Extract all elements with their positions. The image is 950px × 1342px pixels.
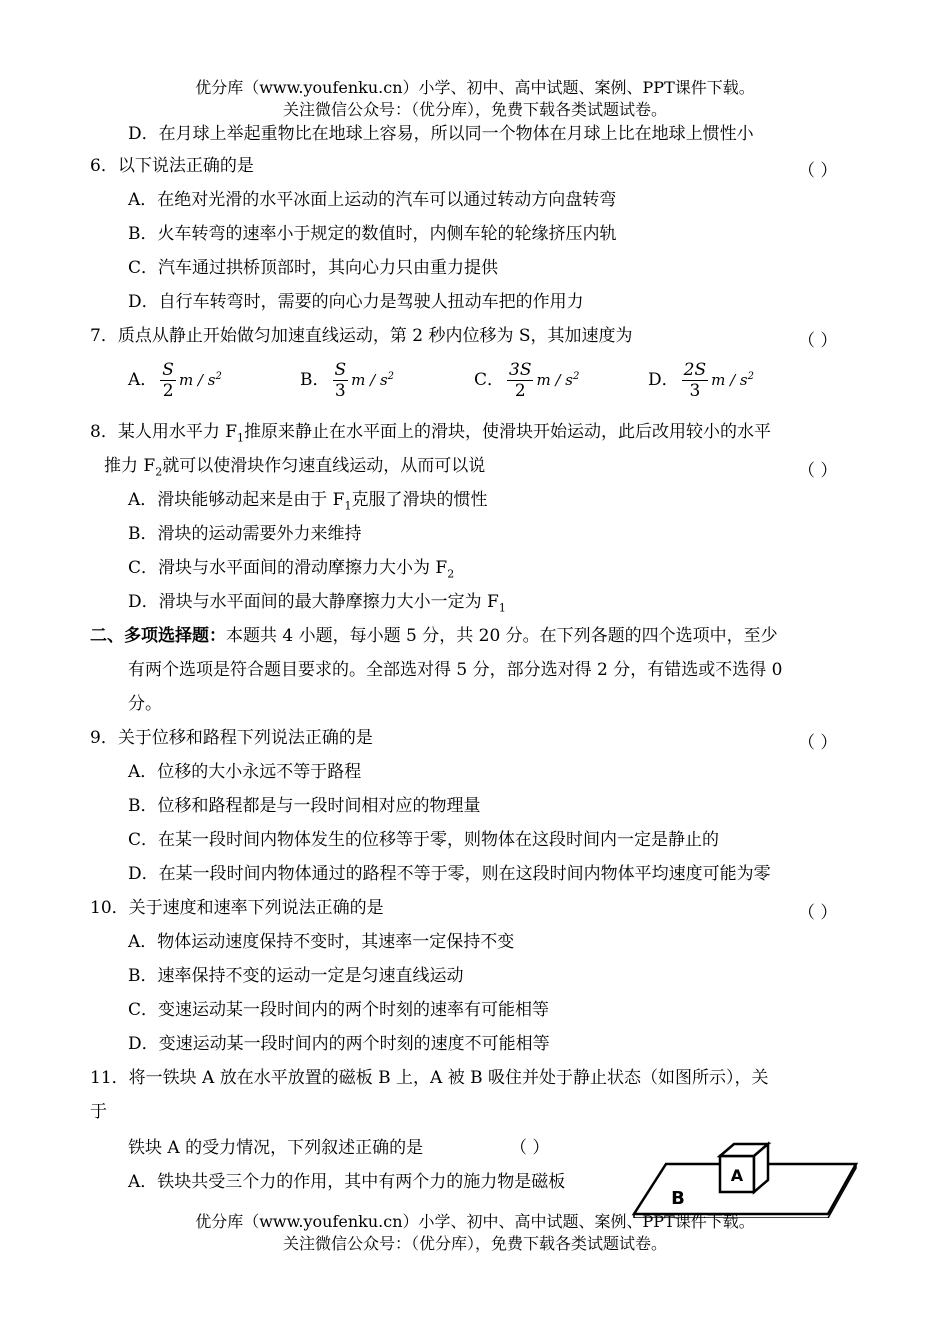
q7-option-d [648,360,754,401]
q10-answer-blank: （ ） [798,903,838,923]
q7-option-c-denominator: 2 [514,381,526,401]
q8-stem-2a: 推力 F [104,456,156,476]
q7-answer-blank: （ ） [798,331,838,351]
q7-option-a-numerator: S [162,360,174,380]
q8-option-a-part2: 克服了滑块的惯性 [351,490,488,510]
footer-line-2: 关注微信公众号：（优分库），免费下载各类试题试卷。 [282,1234,667,1253]
q7-option-c-unit: m / s [536,371,573,389]
q11-answer-blank: （ ） [510,1138,550,1158]
q7-option-a-label: A． [128,370,158,390]
q8-stem-line-2 [104,456,485,482]
q7-option-a-denominator: 2 [162,381,174,401]
q7-option-d-label: D． [648,370,679,390]
q6-option-b: B．火车转弯的速率小于规定的数值时，内侧车轮的轮缘挤压内轨 [128,224,617,244]
q10-option-b: B．速率保持不变的运动一定是匀速直线运动 [128,966,464,986]
q11-stem-line-1: 11．将一铁块 A 放在水平放置的磁板 B 上，A 被 B 吸住并处于静止状态（如图所示），关 [90,1068,769,1088]
q8-option-a [128,490,487,516]
q9-stem: 9．关于位移和路程下列说法正确的是 [90,728,373,748]
header-line-2: 关注微信公众号：（优分库），免费下载各类试题试卷。 [282,100,667,119]
q7-option-d-denominator: 3 [689,381,701,401]
q7-option-b-unit: m / s [351,371,388,389]
q8-f1-subscript: 1 [237,431,245,445]
q9-option-c: C．在某一段时间内物体发生的位移等于零，则物体在这段时间内一定是静止的 [128,830,720,850]
header-line-1: 优分库（www.youfenku.cn）小学、初中、高中试题、案例、PPT课件下载。 [195,78,755,97]
section2-text-1: 本题共 4 小题，每小题 5 分，共 20 分。在下列各题的四个选项中，至少 [226,626,778,646]
q7-option-b-denominator: 3 [334,381,346,401]
q11-option-a: A．铁块共受三个力的作用，其中有两个力的施力物是磁板 [128,1172,566,1192]
q8-stem-1b: 推原来静止在水平面上的滑块，使滑块开始运动，此后改用较小的水平 [244,422,772,442]
q7-option-c-unit-exp: 2 [573,371,580,382]
q10-option-a: A．物体运动速度保持不变时，其速率一定保持不变 [128,932,515,952]
q6-option-c: C．汽车通过拱桥顶部时，其向心力只由重力提供 [128,258,499,278]
q8-option-d [128,592,506,618]
q11-stem-line-3: 铁块 A 的受力情况，下列叙述正确的是 [128,1138,424,1158]
q8-option-a-part1: A．滑块能够动起来是由于 F [128,490,345,510]
figure-label-a: A [730,1166,744,1185]
q8-answer-blank: （ ） [798,461,838,481]
q7-option-b [300,360,394,401]
q6-answer-blank: （ ） [798,161,838,181]
q7-stem: 7．质点从静止开始做匀加速直线运动，第 2 秒内位移为 S，其加速度为 [90,326,633,346]
q10-option-d: D．变速运动某一段时间内的两个时刻的速度不可能相等 [128,1034,550,1054]
section2-line-3: 分。 [128,694,162,714]
q7-option-a-unit-exp: 2 [215,371,222,382]
q7-option-d-numerator: 2S [683,360,707,380]
q7-option-a-unit: m / s [178,371,216,389]
q9-option-a: A．位移的大小永远不等于路程 [128,762,362,782]
q11-stem-line-2: 于 [90,1102,107,1122]
q10-option-c: C．变速运动某一段时间内的两个时刻的速率有可能相等 [128,1000,550,1020]
q8-option-c-subscript: 2 [447,567,455,581]
q8-option-c [128,558,454,584]
q7-option-c-label: C． [474,370,505,390]
q7-option-d-unit: m / s [711,371,748,389]
q9-option-d: D．在某一段时间内物体通过的路程不等于零，则在这段时间内物体平均速度可能为零 [128,864,771,884]
q8-stem-line-1 [90,422,771,448]
q5-option-d: D．在月球上举起重物比在地球上容易，所以同一个物体在月球上比在地球上惯性小 [128,124,754,144]
q8-option-c-text: C．滑块与水平面间的滑动摩擦力大小为 F [128,558,448,578]
q9-option-b: B．位移和路程都是与一段时间相对应的物理量 [128,796,481,816]
q8-stem-2b: 就可以使滑块作匀速直线运动，从而可以说 [162,456,486,476]
magnet-board-figure [630,1138,860,1218]
section2-title: 二、多项选择题： [90,626,226,646]
q7-option-b-numerator: S [334,360,347,380]
figure-label-b: B [671,1188,685,1209]
q7-option-c-numerator: 3S [509,360,532,380]
section2-line-1 [90,626,778,646]
q7-option-a [128,360,222,401]
q9-answer-blank: （ ） [798,733,838,753]
q8-option-d-subscript: 1 [498,601,506,615]
q6-stem: 6．以下说法正确的是 [90,156,254,176]
section2-line-2: 有两个选项是符合题目要求的。全部选对得 5 分，部分选对得 2 分，有错选或不选得 0 [128,660,783,680]
q10-stem: 10．关于速度和速率下列说法正确的是 [90,898,384,918]
footer-line-1: 优分库（www.youfenku.cn）小学、初中、高中试题、案例、PPT课件下载。 [195,1212,755,1231]
q8-stem-1a: 8．某人用水平力 F [90,422,238,442]
q8-option-d-text: D．滑块与水平面间的最大静摩擦力大小一定为 F [128,592,499,612]
q6-option-a: A．在绝对光滑的水平冰面上运动的汽车可以通过转动方向盘转弯 [128,190,617,210]
q7-option-d-unit-exp: 2 [747,371,754,382]
q6-option-d: D．自行车转弯时，需要的向心力是驾驶人扭动车把的作用力 [128,292,584,312]
q7-option-b-label: B． [300,370,330,390]
q7-option-c [474,360,579,401]
q8-option-a-subscript: 1 [344,499,352,513]
q7-option-b-unit-exp: 2 [387,371,395,382]
q8-option-b: B．滑块的运动需要外力来维持 [128,524,362,544]
q8-f2-subscript: 2 [155,465,163,479]
